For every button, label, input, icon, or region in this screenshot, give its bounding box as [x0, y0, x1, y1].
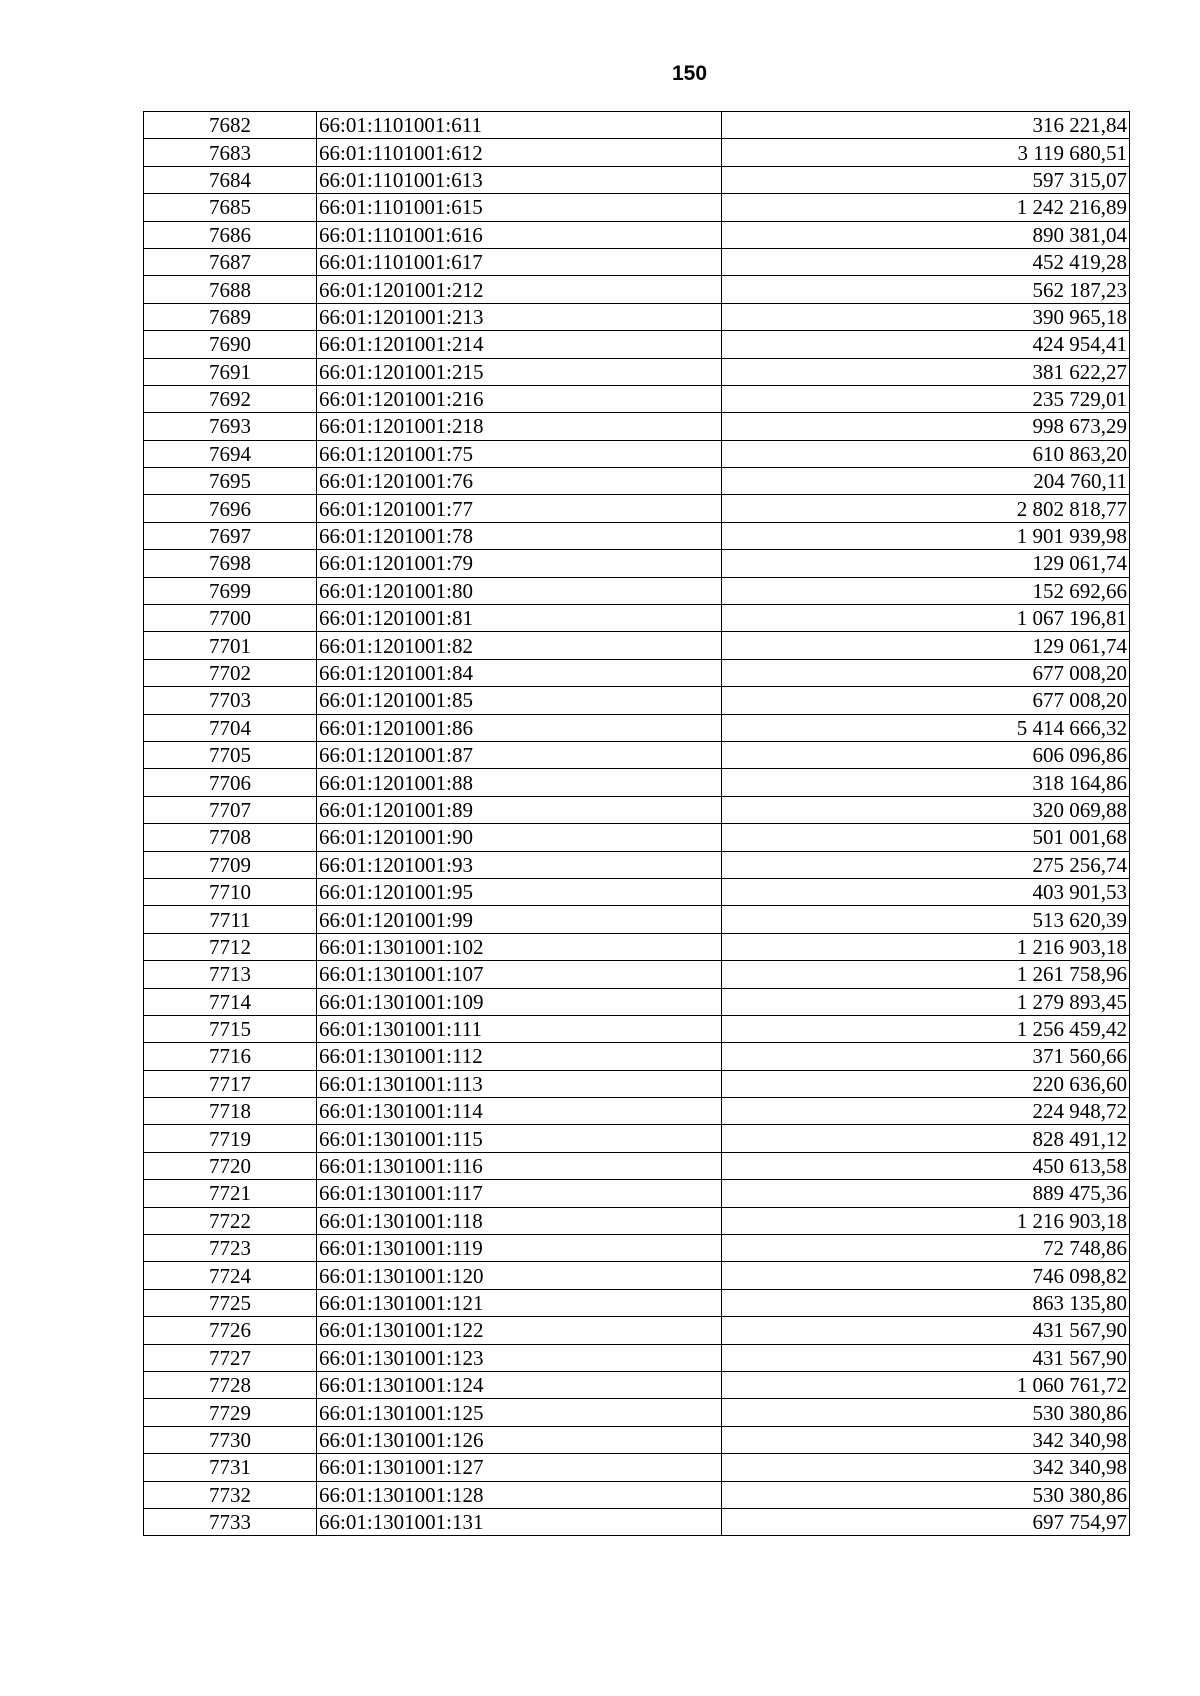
row-number-cell: 7714 — [144, 988, 317, 1015]
row-number-cell: 7690 — [144, 331, 317, 358]
cadastral-number-cell: 66:01:1301001:113 — [317, 1070, 722, 1097]
table-row — [144, 632, 1130, 659]
cadastral-value-cell: 1 060 761,72 — [722, 1371, 1130, 1398]
cadastral-value-cell: 610 863,20 — [722, 440, 1130, 467]
row-number-cell: 7717 — [144, 1070, 317, 1097]
table-row — [144, 605, 1130, 632]
row-number-cell: 7715 — [144, 1015, 317, 1042]
row-number-cell: 7720 — [144, 1152, 317, 1179]
cadastral-value-cell: 677 008,20 — [722, 687, 1130, 714]
row-number-cell: 7682 — [144, 112, 317, 139]
row-number-cell: 7719 — [144, 1125, 317, 1152]
table-row — [144, 358, 1130, 385]
table-row — [144, 933, 1130, 960]
cadastral-number-cell: 66:01:1301001:125 — [317, 1399, 722, 1426]
cadastral-value-cell: 403 901,53 — [722, 878, 1130, 905]
table-row — [144, 248, 1130, 275]
table-row — [144, 577, 1130, 604]
cadastral-value-cell: 530 380,86 — [722, 1399, 1130, 1426]
cadastral-number-cell: 66:01:1201001:78 — [317, 522, 722, 549]
row-number-cell: 7706 — [144, 769, 317, 796]
cadastral-value-cell: 3 119 680,51 — [722, 139, 1130, 166]
cadastral-value-cell: 381 622,27 — [722, 358, 1130, 385]
cadastral-value-cell: 275 256,74 — [722, 851, 1130, 878]
table-row — [144, 276, 1130, 303]
cadastral-number-cell: 66:01:1301001:120 — [317, 1262, 722, 1289]
table-row — [144, 139, 1130, 166]
cadastral-number-cell: 66:01:1201001:85 — [317, 687, 722, 714]
row-number-cell: 7694 — [144, 440, 317, 467]
page-number: 150 — [671, 62, 708, 85]
cadastral-value-cell: 828 491,12 — [722, 1125, 1130, 1152]
table-row — [144, 1317, 1130, 1344]
row-number-cell: 7713 — [144, 961, 317, 988]
table-row — [144, 166, 1130, 193]
cadastral-value-table — [143, 111, 1130, 1536]
cadastral-value-cell: 1 067 196,81 — [722, 605, 1130, 632]
cadastral-number-cell: 66:01:1201001:216 — [317, 385, 722, 412]
table-row — [144, 1125, 1130, 1152]
table-row — [144, 385, 1130, 412]
row-number-cell: 7684 — [144, 166, 317, 193]
row-number-cell: 7704 — [144, 714, 317, 741]
cadastral-number-cell: 66:01:1201001:77 — [317, 495, 722, 522]
table-row — [144, 796, 1130, 823]
row-number-cell: 7712 — [144, 933, 317, 960]
row-number-cell: 7685 — [144, 194, 317, 221]
table-row — [144, 1207, 1130, 1234]
cadastral-number-cell: 66:01:1201001:80 — [317, 577, 722, 604]
cadastral-number-cell: 66:01:1101001:611 — [317, 112, 722, 139]
cadastral-value-cell: 5 414 666,32 — [722, 714, 1130, 741]
cadastral-value-cell: 431 567,90 — [722, 1317, 1130, 1344]
table-row — [144, 1481, 1130, 1508]
cadastral-number-cell: 66:01:1301001:121 — [317, 1289, 722, 1316]
cadastral-value-cell: 697 754,97 — [722, 1508, 1130, 1535]
cadastral-value-cell: 320 069,88 — [722, 796, 1130, 823]
row-number-cell: 7696 — [144, 495, 317, 522]
cadastral-value-cell: 431 567,90 — [722, 1344, 1130, 1371]
table-row — [144, 303, 1130, 330]
table-row — [144, 495, 1130, 522]
cadastral-value-cell: 677 008,20 — [722, 659, 1130, 686]
row-number-cell: 7697 — [144, 522, 317, 549]
table-row — [144, 961, 1130, 988]
table-row — [144, 413, 1130, 440]
cadastral-value-cell: 889 475,36 — [722, 1180, 1130, 1207]
table-body — [144, 112, 1130, 1536]
cadastral-number-cell: 66:01:1301001:127 — [317, 1454, 722, 1481]
row-number-cell: 7730 — [144, 1426, 317, 1453]
row-number-cell: 7711 — [144, 906, 317, 933]
cadastral-number-cell: 66:01:1101001:615 — [317, 194, 722, 221]
row-number-cell: 7705 — [144, 741, 317, 768]
cadastral-value-cell: 129 061,74 — [722, 632, 1130, 659]
table-row — [144, 1371, 1130, 1398]
row-number-cell: 7707 — [144, 796, 317, 823]
cadastral-value-cell: 152 692,66 — [722, 577, 1130, 604]
table-row — [144, 1262, 1130, 1289]
cadastral-value-cell: 316 221,84 — [722, 112, 1130, 139]
row-number-cell: 7726 — [144, 1317, 317, 1344]
cadastral-value-cell: 1 279 893,45 — [722, 988, 1130, 1015]
cadastral-number-cell: 66:01:1201001:215 — [317, 358, 722, 385]
row-number-cell: 7733 — [144, 1508, 317, 1535]
cadastral-number-cell: 66:01:1301001:123 — [317, 1344, 722, 1371]
row-number-cell: 7691 — [144, 358, 317, 385]
table-row — [144, 1098, 1130, 1125]
row-number-cell: 7699 — [144, 577, 317, 604]
table-row — [144, 194, 1130, 221]
row-number-cell: 7686 — [144, 221, 317, 248]
cadastral-value-cell: 863 135,80 — [722, 1289, 1130, 1316]
cadastral-value-cell: 606 096,86 — [722, 741, 1130, 768]
cadastral-number-cell: 66:01:1201001:84 — [317, 659, 722, 686]
row-number-cell: 7698 — [144, 550, 317, 577]
row-number-cell: 7728 — [144, 1371, 317, 1398]
table-row — [144, 714, 1130, 741]
table-row — [144, 741, 1130, 768]
table-row — [144, 1015, 1130, 1042]
cadastral-value-cell: 1 901 939,98 — [722, 522, 1130, 549]
table-row — [144, 878, 1130, 905]
table-row — [144, 221, 1130, 248]
table-row — [144, 851, 1130, 878]
cadastral-number-cell: 66:01:1101001:617 — [317, 248, 722, 275]
row-number-cell: 7688 — [144, 276, 317, 303]
table-row — [144, 1043, 1130, 1070]
cadastral-value-cell: 513 620,39 — [722, 906, 1130, 933]
cadastral-value-cell: 1 216 903,18 — [722, 933, 1130, 960]
cadastral-number-cell: 66:01:1201001:95 — [317, 878, 722, 905]
cadastral-value-cell: 72 748,86 — [722, 1235, 1130, 1262]
row-number-cell: 7724 — [144, 1262, 317, 1289]
cadastral-number-cell: 66:01:1201001:75 — [317, 440, 722, 467]
cadastral-number-cell: 66:01:1101001:616 — [317, 221, 722, 248]
cadastral-number-cell: 66:01:1301001:109 — [317, 988, 722, 1015]
cadastral-number-cell: 66:01:1101001:613 — [317, 166, 722, 193]
table-row — [144, 769, 1130, 796]
table-row — [144, 687, 1130, 714]
cadastral-value-cell: 342 340,98 — [722, 1454, 1130, 1481]
cadastral-number-cell: 66:01:1201001:79 — [317, 550, 722, 577]
cadastral-number-cell: 66:01:1201001:90 — [317, 824, 722, 851]
cadastral-number-cell: 66:01:1301001:124 — [317, 1371, 722, 1398]
row-number-cell: 7708 — [144, 824, 317, 851]
row-number-cell: 7700 — [144, 605, 317, 632]
table-row — [144, 550, 1130, 577]
cadastral-number-cell: 66:01:1201001:81 — [317, 605, 722, 632]
cadastral-number-cell: 66:01:1101001:612 — [317, 139, 722, 166]
cadastral-value-cell: 530 380,86 — [722, 1481, 1130, 1508]
table-row — [144, 1508, 1130, 1535]
cadastral-number-cell: 66:01:1301001:107 — [317, 961, 722, 988]
cadastral-value-cell: 390 965,18 — [722, 303, 1130, 330]
row-number-cell: 7725 — [144, 1289, 317, 1316]
table-row — [144, 1426, 1130, 1453]
row-number-cell: 7687 — [144, 248, 317, 275]
table-row — [144, 1344, 1130, 1371]
cadastral-number-cell: 66:01:1301001:116 — [317, 1152, 722, 1179]
table-row — [144, 1235, 1130, 1262]
cadastral-number-cell: 66:01:1301001:112 — [317, 1043, 722, 1070]
cadastral-number-cell: 66:01:1301001:111 — [317, 1015, 722, 1042]
table-row — [144, 1399, 1130, 1426]
row-number-cell: 7702 — [144, 659, 317, 686]
table-row — [144, 1454, 1130, 1481]
cadastral-value-cell: 2 802 818,77 — [722, 495, 1130, 522]
row-number-cell: 7723 — [144, 1235, 317, 1262]
table-row — [144, 824, 1130, 851]
row-number-cell: 7731 — [144, 1454, 317, 1481]
row-number-cell: 7709 — [144, 851, 317, 878]
cadastral-value-cell: 501 001,68 — [722, 824, 1130, 851]
cadastral-value-cell: 220 636,60 — [722, 1070, 1130, 1097]
cadastral-number-cell: 66:01:1301001:114 — [317, 1098, 722, 1125]
cadastral-value-cell: 890 381,04 — [722, 221, 1130, 248]
cadastral-value-cell: 1 216 903,18 — [722, 1207, 1130, 1234]
cadastral-value-cell: 746 098,82 — [722, 1262, 1130, 1289]
table-row — [144, 522, 1130, 549]
cadastral-number-cell: 66:01:1301001:128 — [317, 1481, 722, 1508]
cadastral-value-cell: 597 315,07 — [722, 166, 1130, 193]
cadastral-number-cell: 66:01:1201001:214 — [317, 331, 722, 358]
cadastral-value-cell: 450 613,58 — [722, 1152, 1130, 1179]
row-number-cell: 7722 — [144, 1207, 317, 1234]
row-number-cell: 7727 — [144, 1344, 317, 1371]
cadastral-number-cell: 66:01:1301001:126 — [317, 1426, 722, 1453]
cadastral-number-cell: 66:01:1201001:76 — [317, 468, 722, 495]
cadastral-value-cell: 1 261 758,96 — [722, 961, 1130, 988]
row-number-cell: 7732 — [144, 1481, 317, 1508]
table-row — [144, 988, 1130, 1015]
cadastral-value-cell: 129 061,74 — [722, 550, 1130, 577]
cadastral-number-cell: 66:01:1301001:122 — [317, 1317, 722, 1344]
cadastral-value-cell: 318 164,86 — [722, 769, 1130, 796]
cadastral-number-cell: 66:01:1301001:119 — [317, 1235, 722, 1262]
cadastral-value-cell: 998 673,29 — [722, 413, 1130, 440]
cadastral-number-cell: 66:01:1301001:102 — [317, 933, 722, 960]
row-number-cell: 7703 — [144, 687, 317, 714]
cadastral-number-cell: 66:01:1201001:88 — [317, 769, 722, 796]
table-row — [144, 906, 1130, 933]
cadastral-number-cell: 66:01:1201001:213 — [317, 303, 722, 330]
table-row — [144, 440, 1130, 467]
cadastral-value-cell: 424 954,41 — [722, 331, 1130, 358]
cadastral-number-cell: 66:01:1201001:87 — [317, 741, 722, 768]
cadastral-number-cell: 66:01:1201001:218 — [317, 413, 722, 440]
row-number-cell: 7683 — [144, 139, 317, 166]
table-row — [144, 112, 1130, 139]
row-number-cell: 7716 — [144, 1043, 317, 1070]
cadastral-number-cell: 66:01:1301001:115 — [317, 1125, 722, 1152]
row-number-cell: 7689 — [144, 303, 317, 330]
cadastral-value-cell: 452 419,28 — [722, 248, 1130, 275]
cadastral-number-cell: 66:01:1201001:82 — [317, 632, 722, 659]
row-number-cell: 7729 — [144, 1399, 317, 1426]
cadastral-number-cell: 66:01:1201001:99 — [317, 906, 722, 933]
cadastral-value-cell: 204 760,11 — [722, 468, 1130, 495]
row-number-cell: 7710 — [144, 878, 317, 905]
cadastral-value-cell: 562 187,23 — [722, 276, 1130, 303]
table-row — [144, 1180, 1130, 1207]
cadastral-number-cell: 66:01:1201001:89 — [317, 796, 722, 823]
row-number-cell: 7692 — [144, 385, 317, 412]
table-row — [144, 1289, 1130, 1316]
row-number-cell: 7718 — [144, 1098, 317, 1125]
cadastral-value-cell: 235 729,01 — [722, 385, 1130, 412]
cadastral-value-cell: 1 256 459,42 — [722, 1015, 1130, 1042]
cadastral-number-cell: 66:01:1301001:117 — [317, 1180, 722, 1207]
cadastral-value-cell: 371 560,66 — [722, 1043, 1130, 1070]
row-number-cell: 7721 — [144, 1180, 317, 1207]
row-number-cell: 7695 — [144, 468, 317, 495]
table-row — [144, 659, 1130, 686]
cadastral-value-cell: 224 948,72 — [722, 1098, 1130, 1125]
table-row — [144, 468, 1130, 495]
cadastral-number-cell: 66:01:1301001:118 — [317, 1207, 722, 1234]
row-number-cell: 7693 — [144, 413, 317, 440]
row-number-cell: 7701 — [144, 632, 317, 659]
cadastral-number-cell: 66:01:1301001:131 — [317, 1508, 722, 1535]
cadastral-number-cell: 66:01:1201001:93 — [317, 851, 722, 878]
cadastral-number-cell: 66:01:1201001:86 — [317, 714, 722, 741]
table-row — [144, 1152, 1130, 1179]
cadastral-value-cell: 1 242 216,89 — [722, 194, 1130, 221]
table-row — [144, 331, 1130, 358]
table-row — [144, 1070, 1130, 1097]
cadastral-number-cell: 66:01:1201001:212 — [317, 276, 722, 303]
cadastral-value-cell: 342 340,98 — [722, 1426, 1130, 1453]
